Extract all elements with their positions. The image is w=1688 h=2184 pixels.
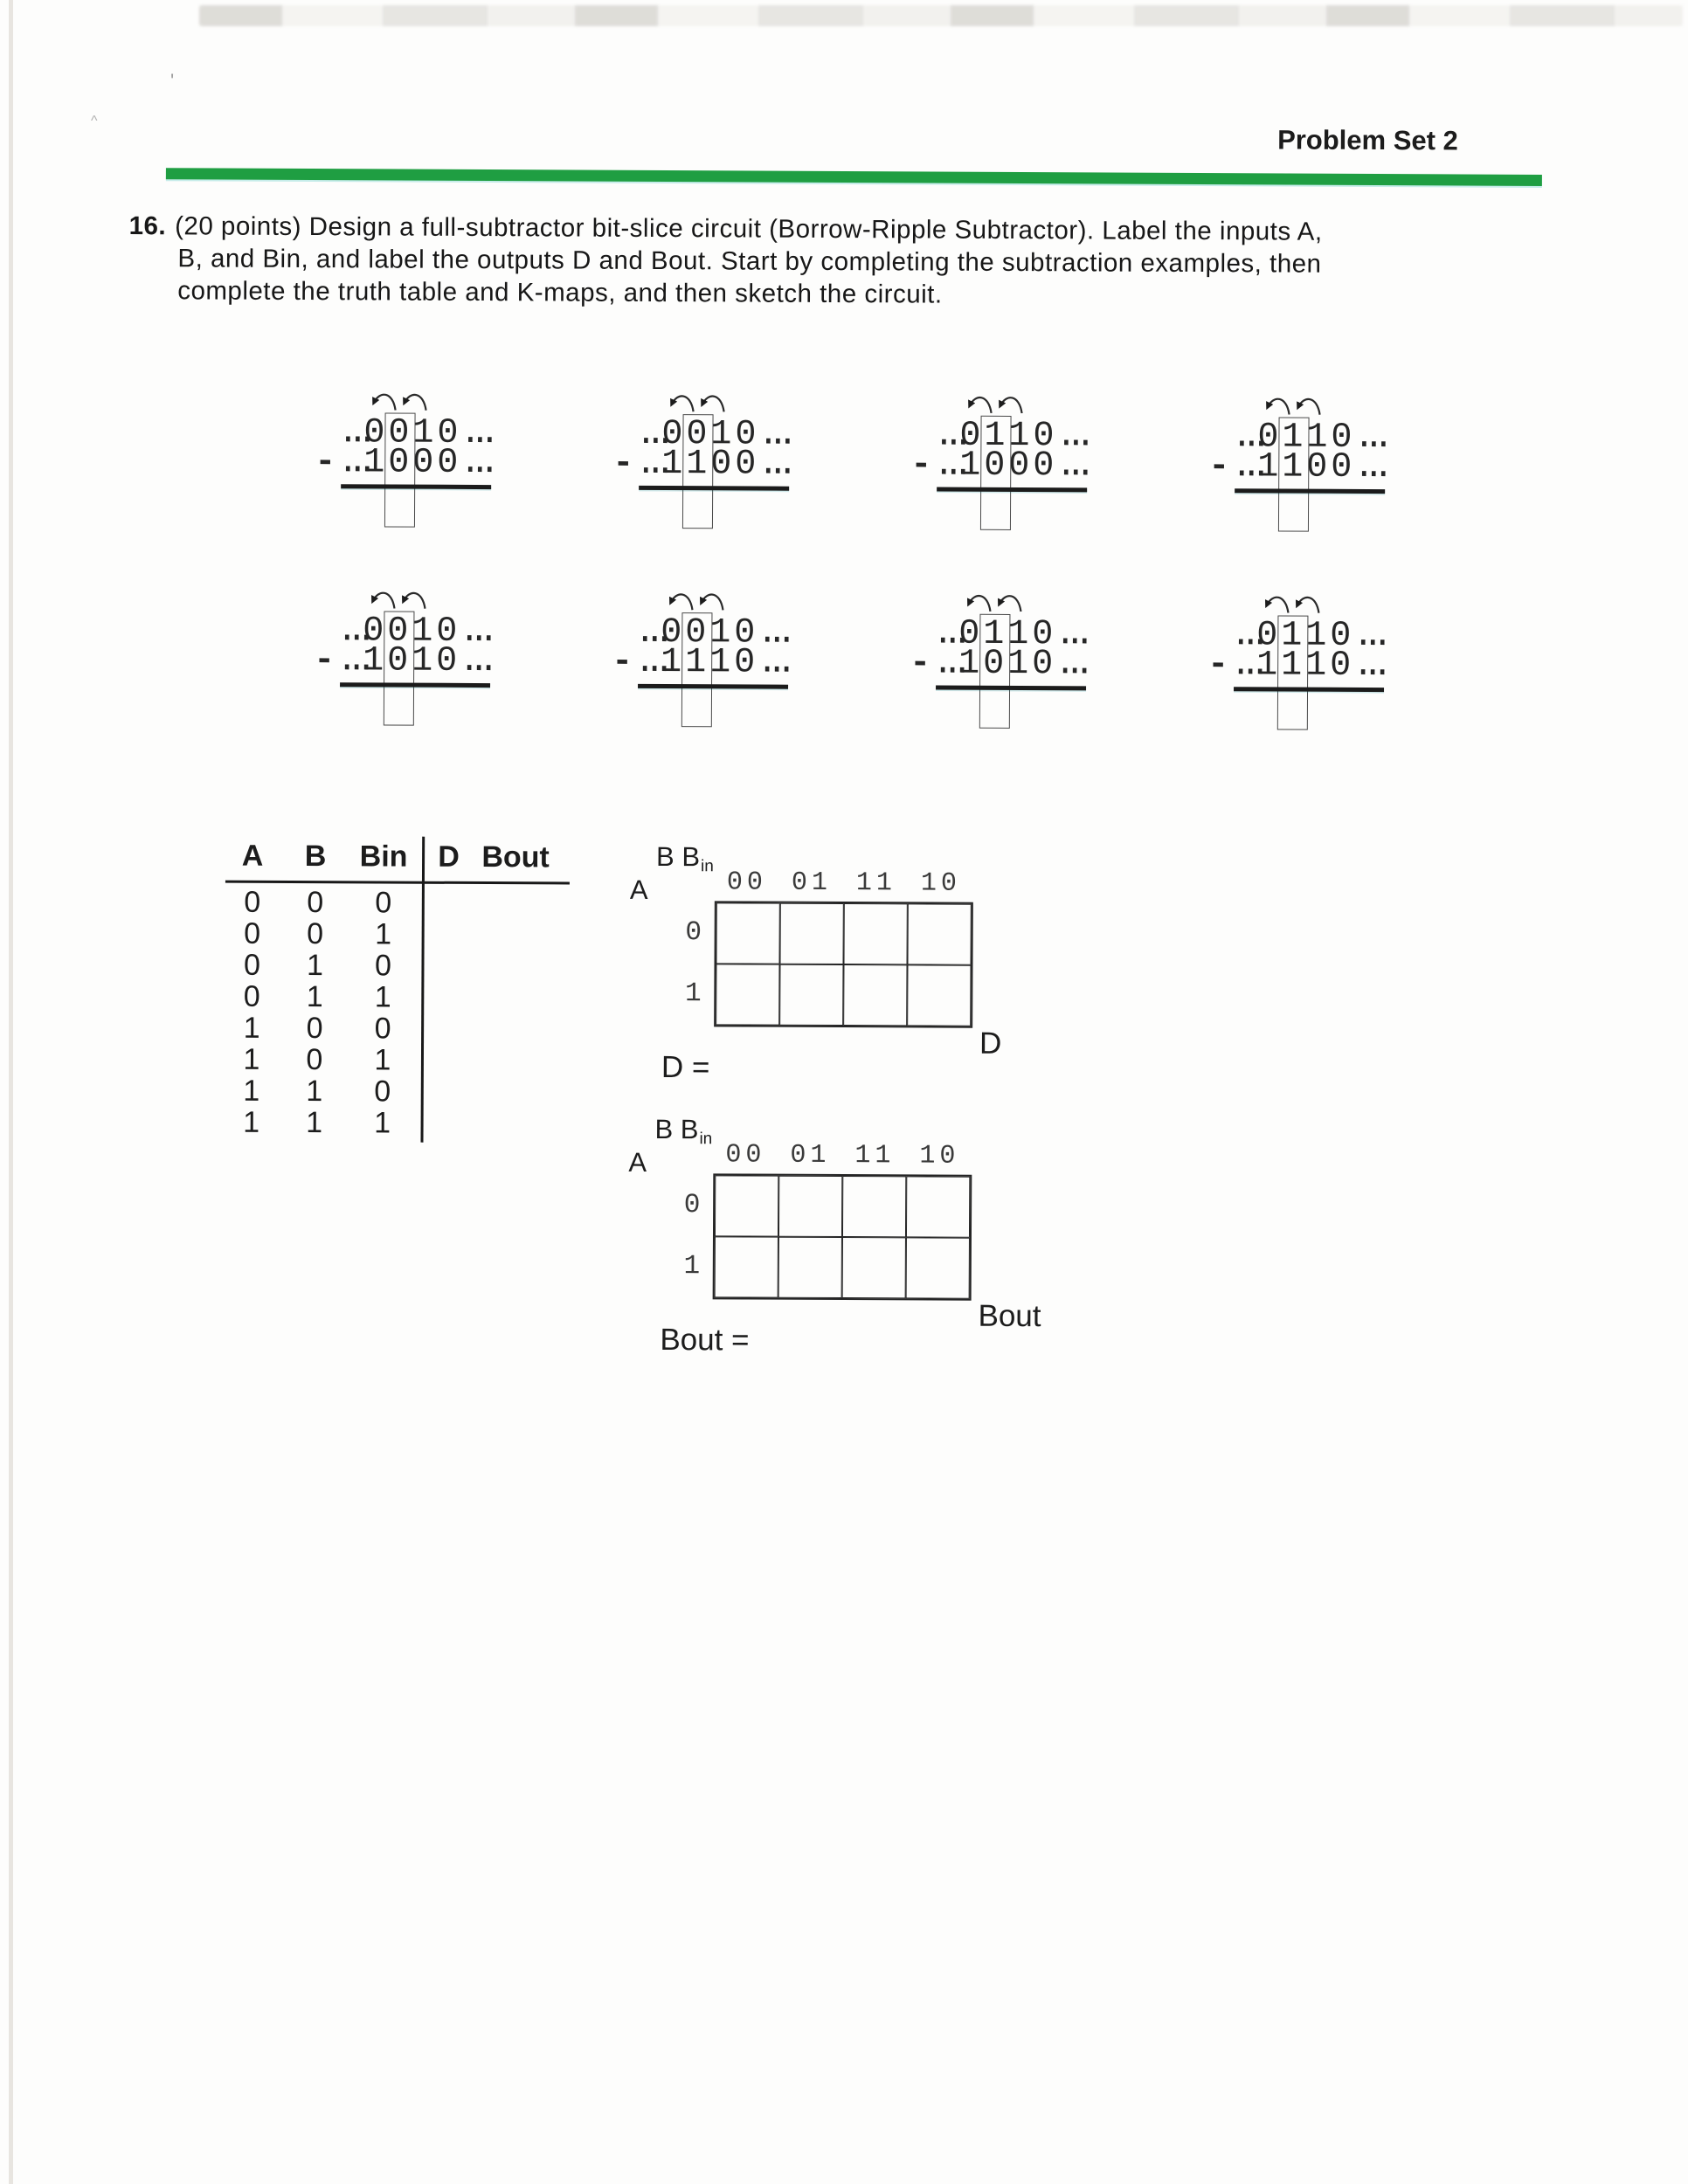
ellipsis: ... bbox=[932, 644, 962, 684]
subtrahend-row bbox=[635, 444, 787, 485]
kmap-cell bbox=[778, 1176, 842, 1237]
answer-line bbox=[341, 484, 491, 488]
kmap-bin-subscript: in bbox=[699, 1130, 713, 1149]
kmap-cell bbox=[779, 903, 843, 964]
tt-cell-b: 0 bbox=[306, 1012, 323, 1046]
kmap-col-header: 10 bbox=[920, 868, 962, 899]
header-rule bbox=[166, 168, 1542, 186]
digit: 0 bbox=[1032, 615, 1054, 655]
minus-sign: - bbox=[910, 644, 931, 684]
truth-table-row bbox=[225, 1107, 557, 1140]
ellipsis: ... bbox=[460, 413, 489, 454]
kmap-output-label: D bbox=[979, 1026, 1002, 1061]
tt-cell-bin: 0 bbox=[375, 886, 392, 920]
tt-cell-bin: 1 bbox=[374, 1043, 391, 1077]
tt-cell-bout-blank bbox=[472, 1076, 557, 1108]
tt-cell-b: 0 bbox=[307, 886, 324, 920]
ellipsis: ... bbox=[635, 414, 665, 455]
digit: 0 bbox=[363, 413, 385, 453]
tt-cell-a: 1 bbox=[243, 1074, 260, 1108]
kmap-cell bbox=[778, 1237, 842, 1298]
truth-table-header-row bbox=[225, 840, 558, 875]
tt-header-bout: Bout bbox=[481, 840, 550, 874]
truth-table-row bbox=[225, 887, 558, 920]
digit: 0 bbox=[1033, 417, 1055, 457]
tt-cell-d-blank bbox=[424, 950, 472, 982]
subtraction-example bbox=[910, 591, 1101, 736]
minus-sign: - bbox=[315, 443, 336, 483]
subtraction-example bbox=[1208, 394, 1400, 539]
answer-line bbox=[340, 682, 490, 687]
tt-cell-bin: 0 bbox=[374, 1075, 391, 1109]
ellipsis: ... bbox=[337, 443, 367, 483]
kmap-row-header: 0 bbox=[685, 917, 702, 949]
kmap-d bbox=[623, 838, 1096, 1107]
ellipsis: ... bbox=[932, 614, 962, 654]
digit: 0 bbox=[1306, 447, 1328, 487]
kmap-cell bbox=[842, 1237, 906, 1298]
borrow-arrows-icon bbox=[962, 391, 1032, 416]
tt-header-underline bbox=[225, 881, 570, 885]
digit: 1 bbox=[1282, 447, 1304, 487]
ellipsis: ... bbox=[1230, 616, 1260, 656]
borrow-arrows-icon bbox=[364, 586, 434, 611]
tt-body bbox=[225, 887, 558, 1140]
subtrahend-row bbox=[933, 446, 1085, 487]
digit: 0 bbox=[735, 445, 757, 485]
problem-number: 16. bbox=[128, 211, 167, 241]
kmap-cell bbox=[779, 964, 843, 1026]
kmap-col-header: 10 bbox=[919, 1141, 960, 1171]
truth-table-row bbox=[225, 1044, 557, 1077]
kmap-col-headers bbox=[715, 867, 977, 898]
answer-line bbox=[937, 487, 1087, 492]
borrow-arrows-icon bbox=[1258, 591, 1328, 615]
kmap-equation: Bout = bbox=[660, 1323, 750, 1358]
digit: 0 bbox=[735, 415, 757, 455]
kmap-cell bbox=[716, 964, 779, 1025]
kmap-cell bbox=[843, 964, 907, 1026]
digit: 1 bbox=[1008, 416, 1030, 457]
tt-cell-d-blank bbox=[425, 888, 473, 919]
digit: 0 bbox=[734, 643, 756, 683]
digit: 1 bbox=[1257, 447, 1279, 487]
tt-cell-b: 1 bbox=[306, 1106, 323, 1140]
truth-table-row bbox=[225, 1075, 557, 1109]
digit: 1 bbox=[412, 413, 434, 453]
kmap-col-header: 01 bbox=[790, 1140, 831, 1171]
ellipsis: ... bbox=[460, 443, 489, 484]
digit: 1 bbox=[958, 644, 980, 684]
digit: 0 bbox=[1331, 447, 1352, 487]
digit: 1 bbox=[685, 643, 707, 683]
kmap-cell bbox=[906, 1237, 970, 1298]
answer-line bbox=[638, 684, 788, 688]
digit: 1 bbox=[709, 643, 731, 683]
digit: 0 bbox=[437, 443, 459, 483]
tt-header-b: B bbox=[304, 840, 327, 874]
page-title: Problem Set 2 bbox=[1277, 124, 1458, 156]
ellipsis: ... bbox=[1352, 616, 1382, 657]
digit: 1 bbox=[709, 613, 731, 653]
ellipsis: ... bbox=[634, 642, 664, 683]
minus-sign: - bbox=[1207, 646, 1229, 686]
ellipsis: ... bbox=[1353, 447, 1383, 488]
subtraction-example bbox=[612, 391, 804, 536]
digit: 1 bbox=[1281, 646, 1303, 686]
tt-cell-d-blank bbox=[424, 1076, 472, 1108]
truth-table-row bbox=[225, 918, 558, 951]
digit: 1 bbox=[1007, 644, 1029, 685]
digit: 0 bbox=[437, 413, 459, 453]
digit: 0 bbox=[1331, 418, 1352, 458]
problem-statement bbox=[128, 210, 1323, 313]
ellipsis: ... bbox=[336, 641, 366, 681]
kmap-cell bbox=[907, 903, 971, 964]
truth-table-row bbox=[225, 981, 557, 1014]
tt-cell-d-blank bbox=[424, 1045, 472, 1076]
kmap-b-label: B B bbox=[656, 840, 701, 873]
ellipsis: ... bbox=[757, 643, 786, 683]
kmap-cell bbox=[843, 903, 907, 964]
subtraction-example bbox=[1207, 592, 1399, 737]
digit: 0 bbox=[661, 415, 683, 455]
tt-cell-bin: 0 bbox=[374, 949, 392, 983]
digit: 1 bbox=[412, 641, 433, 681]
tt-cell-b: 0 bbox=[306, 1043, 323, 1077]
ellipsis: ... bbox=[337, 413, 367, 453]
tt-cell-bin: 1 bbox=[374, 1106, 391, 1140]
ellipsis: ... bbox=[634, 612, 664, 653]
tt-cell-b: 0 bbox=[307, 917, 324, 951]
kmap-column-vars-label bbox=[656, 840, 714, 876]
tt-cell-bout-blank bbox=[472, 982, 557, 1013]
kmap-bout bbox=[621, 1110, 1094, 1379]
kmap-output-label: Bout bbox=[978, 1298, 1041, 1334]
digit: 0 bbox=[1008, 446, 1030, 487]
ellipsis: ... bbox=[459, 612, 488, 653]
digit: 0 bbox=[734, 613, 756, 653]
ellipsis: ... bbox=[1230, 646, 1260, 686]
ellipsis: ... bbox=[1055, 645, 1084, 685]
digit: 1 bbox=[984, 416, 1006, 456]
ellipsis: ... bbox=[1352, 646, 1382, 687]
scan-speck: ^ bbox=[91, 114, 98, 128]
tt-cell-a: 1 bbox=[243, 1105, 260, 1139]
digit: 1 bbox=[686, 445, 708, 485]
tt-cell-bout-blank bbox=[472, 1013, 557, 1045]
tt-cell-a: 1 bbox=[243, 1042, 260, 1076]
digit: 1 bbox=[710, 415, 732, 455]
ellipsis: ... bbox=[1055, 446, 1085, 487]
scan-speck: ' bbox=[170, 70, 175, 92]
digit: 1 bbox=[1305, 646, 1327, 686]
digit: 0 bbox=[436, 641, 458, 681]
kmap-cell bbox=[716, 902, 779, 964]
minus-sign: - bbox=[314, 641, 336, 681]
digit: 0 bbox=[661, 613, 682, 653]
digit: 1 bbox=[412, 612, 433, 652]
kmap-col-header: 00 bbox=[725, 1140, 766, 1171]
borrow-arrows-icon bbox=[664, 390, 734, 414]
ellipsis: ... bbox=[1353, 418, 1383, 459]
digit: 1 bbox=[1281, 616, 1303, 656]
problem-line: complete the truth table and K-maps, and then sketch the circuit. bbox=[177, 276, 943, 309]
digit: 1 bbox=[1305, 616, 1327, 656]
digit: 0 bbox=[685, 613, 707, 653]
minus-sign: - bbox=[612, 444, 634, 484]
digit: 0 bbox=[412, 443, 434, 483]
kmap-row-header: 1 bbox=[684, 978, 702, 1010]
digit: 1 bbox=[1282, 418, 1304, 458]
digit: 1 bbox=[661, 445, 683, 485]
digit: 0 bbox=[1033, 446, 1055, 487]
borrow-arrows-icon bbox=[960, 590, 1030, 614]
digit: 0 bbox=[363, 612, 384, 652]
truth-table-row bbox=[225, 950, 557, 983]
tt-cell-bin: 0 bbox=[374, 1012, 391, 1046]
digit: 0 bbox=[1330, 616, 1352, 656]
kmap-cell bbox=[906, 1176, 970, 1237]
kmap-col-headers bbox=[713, 1140, 975, 1171]
ellipsis: ... bbox=[459, 641, 488, 682]
kmap-row-var: A bbox=[628, 1146, 647, 1178]
tt-cell-bin: 1 bbox=[375, 917, 392, 951]
digit: 0 bbox=[388, 413, 410, 453]
tt-cell-a: 0 bbox=[244, 885, 261, 919]
subtraction-example bbox=[314, 588, 505, 733]
digit: 0 bbox=[983, 644, 1005, 684]
answer-line bbox=[936, 686, 1086, 690]
problem-text: (20 points) Design a full-subtractor bit-slice circuit (Borrow-Ripple Subtractor). Label the inputs A, bbox=[175, 211, 1323, 246]
tt-cell-d-blank bbox=[425, 919, 473, 950]
kmap-col-header: 11 bbox=[854, 1141, 896, 1171]
kmap-equation: D = bbox=[661, 1050, 710, 1085]
digit: 1 bbox=[1256, 646, 1278, 686]
tt-cell-bout-blank bbox=[473, 888, 558, 919]
kmap-cell bbox=[842, 1176, 906, 1237]
tt-cell-bout-blank bbox=[472, 1045, 557, 1076]
ellipsis: ... bbox=[1055, 615, 1084, 655]
subtrahend-row bbox=[932, 644, 1084, 685]
digit: 0 bbox=[686, 415, 708, 455]
ellipsis: ... bbox=[758, 445, 787, 485]
tt-cell-b: 1 bbox=[306, 980, 323, 1014]
subtrahend-row bbox=[1231, 447, 1383, 488]
tt-cell-bout-blank bbox=[472, 950, 557, 982]
digit: 1 bbox=[661, 643, 682, 683]
subtrahend-row bbox=[336, 641, 488, 682]
problem-line: B, and Bin, and label the outputs D and Bout. Start by completing the subtraction examples, then bbox=[177, 244, 1322, 279]
digit: 1 bbox=[1007, 614, 1029, 655]
kmap-row-header: 0 bbox=[683, 1190, 701, 1221]
digit: 0 bbox=[1257, 418, 1279, 458]
digit: 0 bbox=[388, 443, 410, 483]
kmap-grid bbox=[713, 1173, 972, 1300]
borrow-arrows-icon bbox=[1260, 392, 1330, 417]
kmap-col-header: 00 bbox=[726, 867, 768, 898]
ellipsis: ... bbox=[758, 415, 787, 455]
subtraction-example bbox=[315, 390, 506, 535]
kmap-cell bbox=[715, 1175, 778, 1236]
answer-line bbox=[639, 486, 789, 490]
minus-sign: - bbox=[1208, 447, 1230, 487]
borrow-arrows-icon bbox=[662, 588, 732, 612]
truth-table-row bbox=[225, 1013, 557, 1046]
digit: 0 bbox=[1032, 645, 1054, 685]
tt-cell-d-blank bbox=[424, 1013, 472, 1045]
kmap-b-label: B B bbox=[654, 1113, 699, 1145]
tt-header-bin: Bin bbox=[359, 840, 408, 874]
digit: 0 bbox=[958, 614, 980, 654]
tt-cell-bin: 1 bbox=[374, 980, 391, 1014]
digit: 0 bbox=[1330, 646, 1352, 686]
minus-sign: - bbox=[612, 642, 633, 682]
digit: 1 bbox=[363, 443, 385, 483]
kmap-row-header: 1 bbox=[683, 1251, 701, 1282]
digit: 0 bbox=[387, 612, 409, 652]
ellipsis: ... bbox=[1055, 417, 1085, 457]
digit: 1 bbox=[959, 446, 981, 486]
ellipsis: ... bbox=[1231, 447, 1261, 487]
kmap-cell bbox=[907, 964, 971, 1026]
answer-line bbox=[1235, 488, 1385, 493]
borrow-arrows-icon bbox=[366, 388, 436, 412]
minus-sign: - bbox=[910, 446, 932, 486]
digit: 1 bbox=[363, 641, 384, 681]
tt-cell-b: 1 bbox=[306, 1075, 323, 1109]
tt-header-a: A bbox=[241, 839, 264, 873]
tt-cell-a: 0 bbox=[244, 916, 261, 950]
digit: 0 bbox=[387, 641, 409, 681]
kmap-row-var: A bbox=[629, 874, 648, 905]
subtrahend-row bbox=[1230, 646, 1382, 687]
tt-cell-d-blank bbox=[424, 1108, 472, 1139]
kmap-cell bbox=[715, 1236, 778, 1297]
digit: 0 bbox=[1256, 616, 1278, 656]
tt-cell-bout-blank bbox=[472, 1108, 557, 1139]
tt-cell-a: 1 bbox=[243, 1011, 260, 1045]
digit: 0 bbox=[436, 612, 458, 652]
digit: 1 bbox=[1306, 418, 1328, 458]
digit: 0 bbox=[710, 445, 732, 485]
ellipsis: ... bbox=[1231, 418, 1261, 458]
answer-line bbox=[1234, 687, 1384, 691]
tt-cell-a: 0 bbox=[243, 979, 260, 1013]
subtrahend-row bbox=[634, 642, 786, 683]
kmap-col-header: 11 bbox=[855, 868, 897, 899]
ellipsis: ... bbox=[336, 612, 366, 652]
kmap-column-vars-label bbox=[654, 1113, 713, 1149]
ellipsis: ... bbox=[635, 444, 665, 485]
kmap-bin-subscript: in bbox=[700, 857, 714, 876]
digit: 0 bbox=[984, 446, 1006, 486]
ellipsis: ... bbox=[933, 446, 963, 486]
kmap-grid bbox=[714, 901, 973, 1027]
subtrahend-row bbox=[337, 443, 489, 484]
tt-header-d: D bbox=[438, 840, 460, 874]
digit: 1 bbox=[983, 614, 1005, 654]
digit: 0 bbox=[959, 416, 981, 456]
tt-cell-d-blank bbox=[424, 982, 472, 1013]
truth-table bbox=[224, 836, 575, 1152]
ellipsis: ... bbox=[933, 416, 963, 456]
tt-cell-bout-blank bbox=[473, 919, 558, 950]
ellipsis: ... bbox=[757, 613, 786, 653]
subtraction-example bbox=[910, 393, 1102, 538]
kmap-col-header: 01 bbox=[791, 867, 833, 898]
subtraction-example bbox=[612, 590, 803, 735]
tt-cell-b: 1 bbox=[306, 949, 324, 983]
tt-cell-a: 0 bbox=[243, 948, 261, 982]
